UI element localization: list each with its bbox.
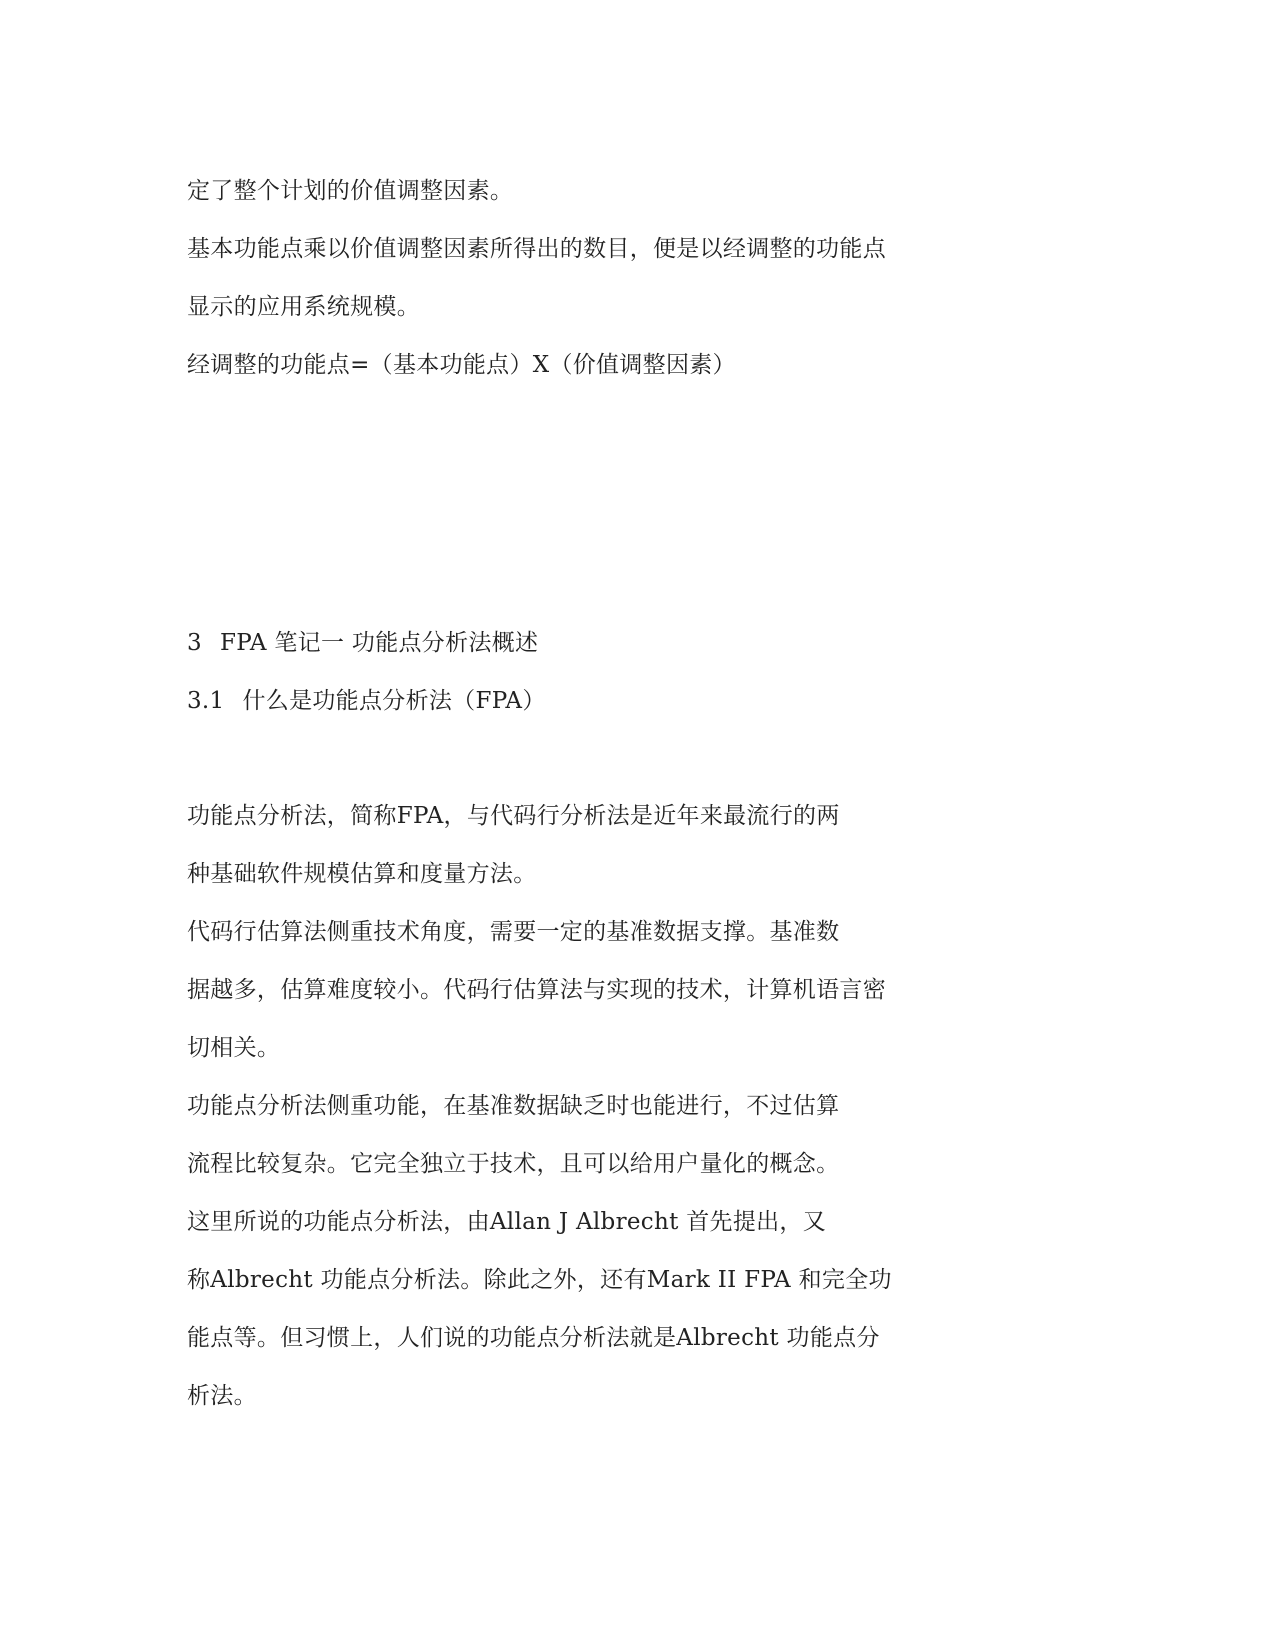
paragraph-line: 析法。 [187, 1383, 257, 1409]
subsection-heading [187, 686, 546, 716]
paragraph-line: 据越多，估算难度较小。代码行估算法与实现的技术，计算机语言密 [187, 977, 886, 1003]
paragraph-line: 这里所说的功能点分析法，由Allan J Albrecht 首先提出，又 [187, 1209, 827, 1235]
paragraph-line: 称Albrecht 功能点分析法。除此之外，还有Mark II FPA 和完全功 [187, 1267, 892, 1293]
paragraph-line: 定了整个计划的价值调整因素。 [187, 178, 514, 204]
section-title: FPA 笔记一 功能点分析法概述 [219, 630, 539, 656]
paragraph-line: 流程比较复杂。它完全独立于技术，且可以给用户量化的概念。 [187, 1151, 840, 1177]
paragraph-line: 基本功能点乘以价值调整因素所得出的数目，便是以经调整的功能点 [187, 236, 886, 262]
subsection-number: 3.1 [187, 688, 225, 714]
subsection-title: 什么是功能点分析法（FPA） [242, 688, 546, 714]
paragraph-line: 显示的应用系统规模。 [187, 294, 420, 320]
paragraph-line: 能点等。但习惯上，人们说的功能点分析法就是Albrecht 功能点分 [187, 1325, 880, 1351]
formula-line: 经调整的功能点=（基本功能点）X（价值调整因素） [187, 352, 736, 378]
section-number: 3 [187, 630, 202, 656]
paragraph-line: 种基础软件规模估算和度量方法。 [187, 861, 537, 887]
paragraph-line: 功能点分析法，简称FPA，与代码行分析法是近年来最流行的两 [187, 803, 840, 829]
section-heading [187, 628, 538, 658]
paragraph-line: 功能点分析法侧重功能，在基准数据缺乏时也能进行，不过估算 [187, 1093, 840, 1119]
paragraph-line: 切相关。 [187, 1035, 281, 1061]
paragraph-line: 代码行估算法侧重技术角度，需要一定的基准数据支撑。基准数 [187, 919, 840, 945]
